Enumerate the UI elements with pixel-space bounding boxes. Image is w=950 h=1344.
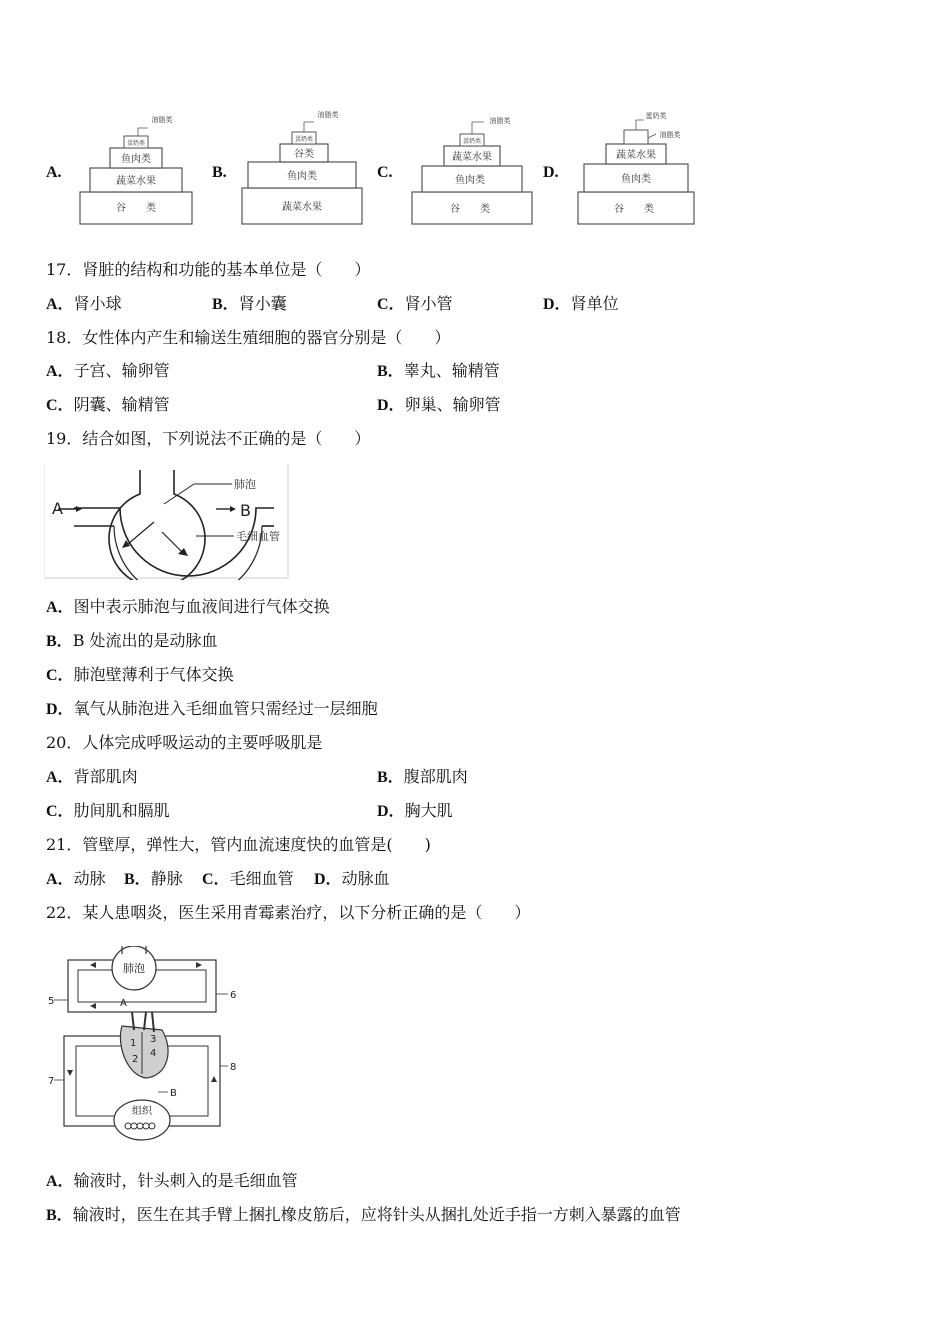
q16-option-a-letter[interactable]: A. xyxy=(46,164,62,181)
q20-stem: 20．人体完成呼吸运动的主要呼吸肌是 xyxy=(46,733,323,752)
q19-label-alveolus: 肺泡 xyxy=(234,478,256,491)
q16-option-d-letter[interactable]: D. xyxy=(543,164,559,181)
q16-a-level-1: 油脂类 xyxy=(151,116,173,124)
q16-c-level-5: 谷 类 xyxy=(450,204,490,215)
q19-option-d[interactable]: D．氧气从肺泡进入毛细血管只需经过一层细胞 xyxy=(46,699,378,718)
q22-label-8: 8 xyxy=(230,1062,237,1073)
q16-b-level-4: 鱼肉类 xyxy=(287,171,317,182)
q20-option-a[interactable]: A．背部肌肉 xyxy=(46,767,138,786)
q16-pyramid-c xyxy=(408,108,536,228)
q16-d-level-5: 谷 类 xyxy=(614,204,654,215)
q16-b-level-2: 蛋奶类 xyxy=(294,136,314,143)
q21-stem: 21．管壁厚，弹性大，管内血流速度快的血管是( ) xyxy=(46,835,431,854)
q16-a-level-5: 谷 类 xyxy=(116,203,156,214)
q22-label-b: B xyxy=(170,1088,177,1099)
q17-option-c[interactable]: C．肾小管 xyxy=(377,294,453,313)
q22-label-3: 3 xyxy=(150,1034,157,1045)
q19-alveolus-figure xyxy=(44,464,290,580)
q18-option-a[interactable]: A．子宫、输卵管 xyxy=(46,361,170,380)
q21-option-b[interactable]: B．静脉 xyxy=(124,869,183,888)
q16-c-level-3: 蔬菜水果 xyxy=(452,152,492,163)
q19-option-b[interactable]: B．B 处流出的是动脉血 xyxy=(46,631,218,650)
q16-b-level-5: 蔬菜水果 xyxy=(282,202,322,213)
q16-c-level-2: 蛋奶类 xyxy=(462,138,482,145)
q16-c-level-4: 鱼肉类 xyxy=(455,175,485,186)
q21-option-a[interactable]: A．动脉 xyxy=(46,869,106,888)
q22-label-alveolus: 肺泡 xyxy=(123,962,145,975)
q16-b-level-1: 油脂类 xyxy=(317,111,339,119)
q18-option-b[interactable]: B．睾丸、输精管 xyxy=(377,361,500,380)
q16-a-level-4: 蔬菜水果 xyxy=(116,176,156,187)
q16-option-c-letter[interactable]: C. xyxy=(377,164,393,181)
q20-option-c[interactable]: C．肋间肌和膈肌 xyxy=(46,801,170,820)
q16-d-level-2: 油脂类 xyxy=(659,131,681,139)
q16-d-level-4: 鱼肉类 xyxy=(621,174,651,185)
q22-label-2: 2 xyxy=(132,1054,139,1065)
q19-option-a[interactable]: A．图中表示肺泡与血液间进行气体交换 xyxy=(46,597,330,616)
q16-pyramid-a xyxy=(78,108,198,228)
q16-d-level-1: 蛋奶类 xyxy=(645,112,667,120)
q22-label-1: 1 xyxy=(130,1038,137,1049)
q19-label-capillary: 毛细血管 xyxy=(236,530,280,543)
q21-option-c[interactable]: C．毛细血管 xyxy=(202,869,294,888)
q22-circulation-figure xyxy=(46,946,242,1146)
q16-pyramid-b xyxy=(238,104,368,228)
q16-c-level-1: 油脂类 xyxy=(489,117,511,125)
q16-d-level-3: 蔬菜水果 xyxy=(616,150,656,161)
q16-b-level-3: 谷类 xyxy=(294,149,314,160)
q22-label-6: 6 xyxy=(230,990,237,1001)
q18-stem: 18．女性体内产生和输送生殖细胞的器官分别是（ ） xyxy=(46,328,451,347)
q22-label-7: 7 xyxy=(48,1076,55,1087)
q22-option-a[interactable]: A．输液时，针头刺入的是毛细血管 xyxy=(46,1171,298,1190)
q19-stem: 19．结合如图，下列说法不正确的是（ ） xyxy=(46,429,371,448)
q22-label-4: 4 xyxy=(150,1048,157,1059)
q16-option-b-letter[interactable]: B. xyxy=(212,164,227,181)
q16-pyramid-d xyxy=(574,104,698,228)
q16-a-level-3: 鱼肉类 xyxy=(121,154,151,165)
q22-option-b[interactable]: B．输液时，医生在其手臂上捆扎橡皮筋后，应将针头从捆扎处近手指一方刺入暴露的血管 xyxy=(46,1205,681,1224)
q19-label-a: A xyxy=(52,499,63,518)
q22-stem: 22．某人患咽炎，医生采用青霉素治疗，以下分析正确的是（ ） xyxy=(46,903,531,922)
q17-stem: 17．肾脏的结构和功能的基本单位是（ ） xyxy=(46,260,371,279)
q17-option-d[interactable]: D．肾单位 xyxy=(543,294,619,313)
q22-label-5: 5 xyxy=(48,996,55,1007)
q21-option-d[interactable]: D．动脉血 xyxy=(314,869,390,888)
q22-label-a: A xyxy=(120,998,127,1009)
q18-option-d[interactable]: D．卵巢、输卵管 xyxy=(377,395,501,414)
q19-option-c[interactable]: C．肺泡壁薄利于气体交换 xyxy=(46,665,234,684)
q20-option-b[interactable]: B．腹部肌肉 xyxy=(377,767,468,786)
q19-label-b: B xyxy=(240,501,251,520)
q17-option-a[interactable]: A．肾小球 xyxy=(46,294,122,313)
q20-option-d[interactable]: D．胸大肌 xyxy=(377,801,453,820)
q18-option-c[interactable]: C．阴囊、输精管 xyxy=(46,395,170,414)
q16-a-level-2: 蛋奶类 xyxy=(126,140,146,147)
q22-label-tissue: 组织 xyxy=(132,1106,152,1117)
q17-option-b[interactable]: B．肾小囊 xyxy=(212,294,287,313)
